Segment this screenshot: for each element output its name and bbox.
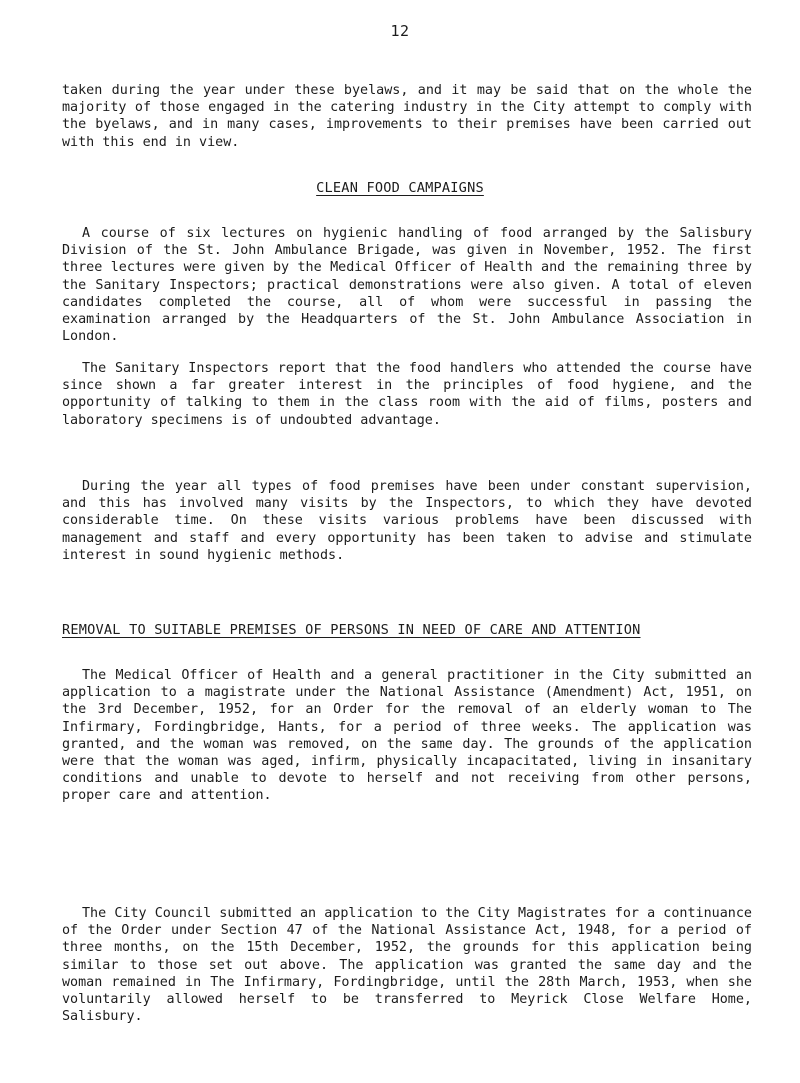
removal-heading: REMOVAL TO SUITABLE PREMISES OF PERSONS IN NEED OF CARE AND ATTENTION xyxy=(62,622,641,638)
clean-food-paragraph-1: A course of six lectures on hygienic handling of food arranged by the Salisbury Division of the St. John Ambulance Brigade, was given in November, 1952. The first three lectures were given by the Medical Officer of Health and the remaining three by the Sanitary Inspectors; practical demonstrations were also given. A total of eleven candidates completed the course, all of whom were successful in passing the examination arranged by the Headquarters of the St. John Ambulance Association in London. xyxy=(62,226,752,345)
clean-food-paragraph-3: During the year all types of food premises have been under constant supervision, and this has involved many visits by the Inspectors, to which they have devoted considerable time. On these visits various problems have been discussed with management and staff and every opportunity has been taken to advise and stimulate interest in sound hygienic methods. xyxy=(62,479,752,563)
clean-food-paragraph-2: The Sanitary Inspectors report that the food handlers who attended the course have since shown a far greater interest in the principles of food hygiene, and the opportunity of talking to them in the class room with the aid of films, posters and laboratory specimens is of undoubted advantage. xyxy=(62,361,752,428)
removal-paragraph-2: The City Council submitted an application to the City Magistrates for a continuance of the Order under Section 47 of the National Assistance Act, 1948, for a period of three months, on the 15th December, 1952, the grounds for this application being similar to those set out above. The application was granted the same day and the woman remained in The Infirmary, Fordingbridge, until the 28th March, 1953, when she voluntarily allowed herself to be transferred to Meyrick Close Welfare Home, Salisbury. xyxy=(62,906,752,1025)
intro-paragraph: taken during the year under these byelaws, and it may be said that on the whole the majority of those engaged in the catering industry in the City attempt to comply with the byelaws, and in many cases, improvements to their premises have been carried out with this end in view. xyxy=(62,83,752,150)
page-number: 12 xyxy=(390,22,410,40)
removal-paragraph-1: The Medical Officer of Health and a general practitioner in the City submitted an application to a magistrate under the National Assistance (Amendment) Act, 1951, on the 3rd December, 1952, for an Order for the removal of an elderly woman to The Infirmary, Fordingbridge, Hants, for a period of three weeks. The application was granted, and the woman was removed, on the same day. The grounds of the application were that the woman was aged, infirm, physically incapacitated, living in insanitary conditions and unable to devote to herself and not receiving from other persons, proper care and attention. xyxy=(62,668,752,804)
clean-food-heading: CLEAN FOOD CAMPAIGNS xyxy=(316,180,484,196)
